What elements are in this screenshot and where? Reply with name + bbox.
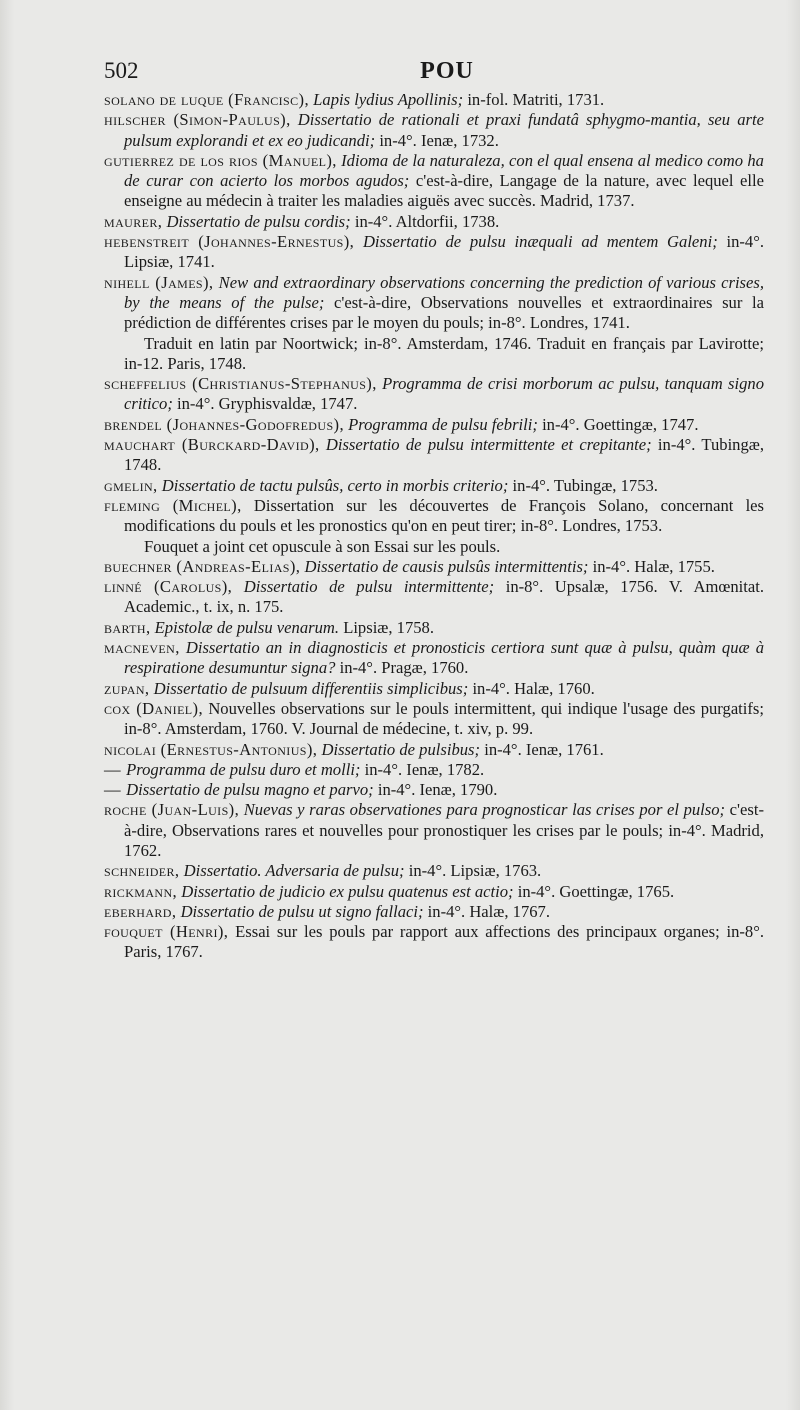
entry-author: macneven, [104,638,180,658]
entry-details: in-4°. Ienæ, 1761. [484,739,604,759]
bibliography-entry [104,90,764,110]
entry-title: Dissertatio de judicio ex pulsu quatenus est actio; [181,881,514,901]
entry-author: gutierrez de los rios (Manuel), [104,150,337,170]
entry-details: c'est-à-dire, Langage de la nature, avec lequel elle enseigne au médecin à traiter les maladies aiguës avec succès. Madrid, 1737. [124,171,765,211]
entry-details: Nouvelles observations sur le pouls intermittent, qui indique l'usage des purgatifs; in-8°. Amsterdam, 1760. V. Journal de médecine, t. xiv, p. 99. [124,698,764,739]
entry-details: in-8°. Upsalæ, 1756. V. Amœnitat. Academic., t. ix, n. 175. [124,577,764,617]
bibliography-entry [104,435,764,476]
entry-author: zupan, [104,678,150,698]
page-header [104,58,760,88]
entry-author: hebenstreit (Johannes-Ernestus), [104,232,355,252]
entry-details: c'est-à-dire, Observations nouvelles et extraordinaires sur la prédiction de différentes crises par le moyen du pouls; in-8°. Londres, 1741. [124,292,764,333]
entry-details: in-4°. Altdorfii, 1738. [354,211,500,231]
entry-details: in-4°. Goettingæ, 1747. [542,414,699,434]
entry-details: Lipsiæ, 1758. [343,617,434,637]
page-number: 502 [104,58,139,83]
entry-details: in-4°. Lipsiæ, 1763. [408,861,542,881]
bibliography-entry [104,577,764,618]
bibliography-entry [104,882,764,902]
entry-author: fleming (Michel), [104,495,242,515]
entry-title: New and extraordinary observations concerning the prediction of various crises, by the means of the pulse; [124,272,764,312]
entry-author: solano de luque (Francisc), [104,90,310,109]
entry-author: gmelin, [104,475,158,495]
entry-details: c'est-à-dire, Observations rares et nouvelles pour pronostiquer les crises par le pouls; in-4°. Madrid, 1762. [124,800,764,860]
entry-title: Dissertatio an in diagnosticis et pronosticis certiora sunt quæ à pulsu, quàm quæ à respiratione desumuntur signa? [124,638,764,678]
entry-title: Dissertatio de causis pulsûs intermittentis; [304,556,589,576]
bibliography-entry [104,232,764,273]
bibliography-entry [104,800,764,861]
entry-title: Dissertatio de pulsibus; [321,739,481,759]
entry-details: in-4°. Goettingæ, 1765. [517,881,675,901]
entry-details: in-fol. Matriti, 1731. [467,90,605,109]
entry-details: in-4°. Ienæ, 1732. [379,130,499,150]
entry-details: in-4°. Tubingæ, 1753. [512,475,658,495]
running-head: POU [420,58,474,84]
entry-title: Epistolæ de pulsu venarum. [154,617,340,637]
bibliography-entry [104,861,764,881]
entry-author: eberhard, [104,901,177,921]
entry-title: Dissertatio de pulsu intermittente et crepitante; [325,435,652,455]
bibliography-note [104,537,764,557]
entry-dash: — [104,759,121,779]
bibliography-entry [104,374,764,415]
bibliography-entry [104,780,764,800]
bibliography-entry [104,922,764,963]
bibliography-entry [104,476,764,496]
entry-author: nicolai (Ernestus-Antonius), [104,739,318,759]
entry-author: hilscher (Simon-Paulus), [104,110,291,130]
entry-author: maurer, [104,211,163,231]
entry-title: Dissertatio de pulsu magno et parvo; [126,780,374,800]
entry-title: Programma de pulsu febrili; [348,414,538,434]
bibliography-entry [104,740,764,760]
entry-details: in-4°. Ienæ, 1782. [364,759,485,779]
entry-author: buechner (Andreas-Elias), [104,556,301,576]
entry-author: scheffelius (Christianus-Stephanus), [104,374,377,394]
entry-details: in-4°. Pragæ, 1760. [339,658,469,678]
bibliography-note [104,334,764,375]
entry-details: in-4°. Ienæ, 1790. [377,780,498,800]
entry-author: brendel (Johannes-Godofredus), [104,414,344,434]
entry-title: Dissertatio de pulsuum differentiis simplicibus; [153,678,469,698]
entry-title: Idioma de la naturaleza, con el qual ensena al medico como ha de curar con acierto los morbos agudos; [124,150,764,191]
entry-title: Programma de pulsu duro et molli; [126,759,361,779]
entry-title: Nuevas y raras observationes para prognosticar las crises por el pulso; [243,800,726,820]
entry-title: Dissertatio de pulsu inæquali ad mentem Galeni; [362,232,718,252]
bibliography-entry [104,557,764,577]
entry-author: nihell (James), [104,272,214,292]
bibliography-entry [104,496,764,537]
entry-details: in-4°. Lipsiæ, 1741. [124,232,765,272]
entry-title: Programma de crisi morborum ac pulsu, tanquam signo critico; [124,374,764,414]
entry-author: schneider, [104,861,180,881]
bibliography-entry [104,760,764,780]
entry-author: cox (Daniel), [104,698,204,718]
entry-details: in-4°. Halæ, 1755. [592,556,715,576]
entry-note: Fouquet a joint cet opuscule à son Essai sur les pouls. [144,536,501,556]
bibliography-entry [104,151,764,212]
entry-details: in-4°. Tubingæ, 1748. [124,435,764,475]
entry-details: in-4°. Gryphisvaldæ, 1747. [177,394,358,414]
bibliography-list [104,90,764,963]
bibliography-entry [104,679,764,699]
bibliography-entry [104,273,764,334]
bibliography-entry [104,110,764,151]
entry-title: Dissertatio de tactu pulsûs, certo in morbis criterio; [161,475,509,495]
bibliography-entry [104,699,764,740]
bibliography-entry [104,212,764,232]
entry-author: roche (Juan-Luis), [104,800,240,820]
entry-title: Dissertatio de rationali et praxi fundatâ sphygmo-mantia, seu arte pulsum explorandi et ex eo judicandi; [124,110,764,150]
entry-title: Dissertatio. Adversaria de pulsu; [183,861,405,881]
entry-author: mauchart (Burckard-David), [104,435,320,455]
entry-author: linné (Carolus), [104,577,233,597]
entry-author: barth, [104,617,151,637]
entry-dash: — [104,780,121,800]
entry-title: Dissertatio de pulsu intermittente; [243,577,495,597]
entry-title: Dissertatio de pulsu cordis; [166,211,351,231]
entry-details: in-4°. Halæ, 1767. [427,901,550,921]
bibliography-entry [104,902,764,922]
entry-author: fouquet (Henri), [104,922,229,942]
bibliography-entry [104,415,764,435]
bibliography-entry [104,638,764,679]
entry-title: Dissertatio de pulsu ut signo fallaci; [180,901,424,921]
bibliography-entry [104,618,764,638]
entry-details: in-4°. Halæ, 1760. [472,678,595,698]
entry-author: rickmann, [104,881,178,901]
entry-details: Essai sur les pouls par rapport aux affections des principaux organes; in-8°. Paris, 1767. [124,922,765,962]
entry-title: Lapis lydius Apollinis; [313,90,464,109]
entry-note: Traduit en latin par Noortwick; in-8°. Amsterdam, 1746. Traduit en français par Lavirotte; in-12. Paris, 1748. [124,333,764,373]
entry-details: Dissertation sur les découvertes de François Solano, concernant les modifications du pouls et les pronostics qu'on en peut tirer; in-8°. Londres, 1753. [124,495,764,536]
